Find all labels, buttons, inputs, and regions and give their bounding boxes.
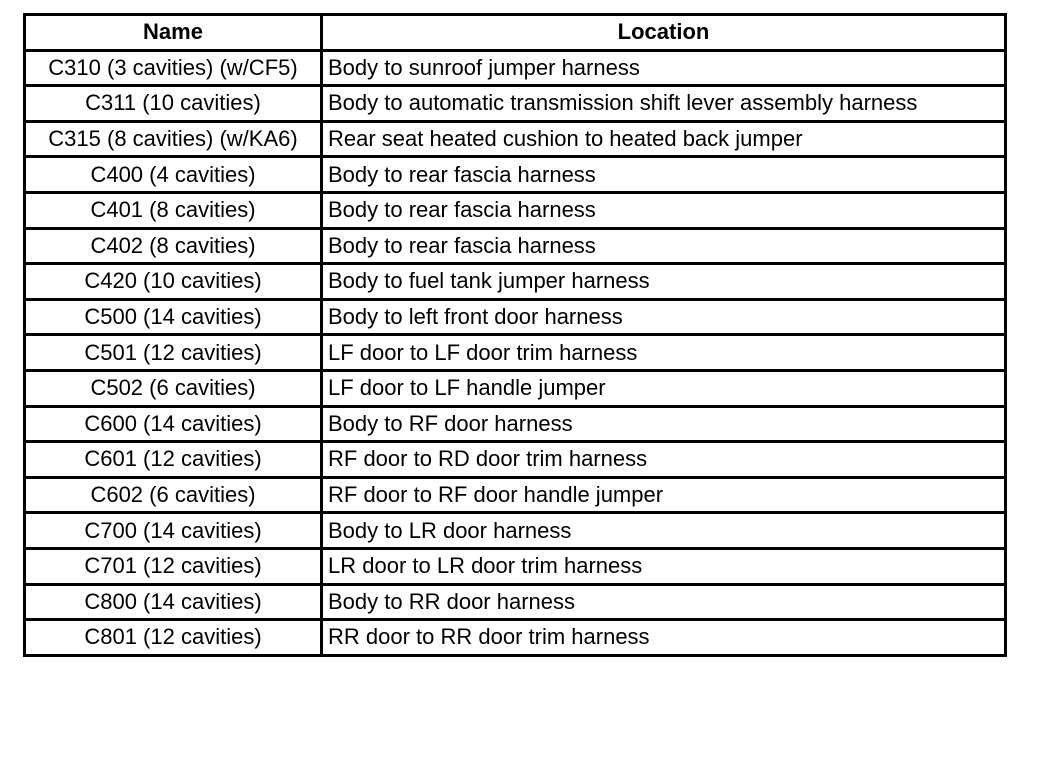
connector-name-cell: C601 (12 cavities) [25, 442, 322, 478]
table-row [25, 228, 1006, 264]
connector-name-cell: C311 (10 cavities) [25, 86, 322, 122]
table-row [25, 477, 1006, 513]
connector-name-cell: C401 (8 cavities) [25, 192, 322, 228]
table-body [25, 50, 1006, 655]
table-row [25, 157, 1006, 193]
table-row [25, 192, 1006, 228]
column-header-location: Location [322, 15, 1006, 51]
connector-name-cell: C500 (14 cavities) [25, 299, 322, 335]
connector-location-cell: Body to rear fascia harness [322, 228, 1006, 264]
table-row [25, 406, 1006, 442]
connector-name-cell: C502 (6 cavities) [25, 370, 322, 406]
column-header-name: Name [25, 15, 322, 51]
table-row [25, 442, 1006, 478]
connector-name-cell: C400 (4 cavities) [25, 157, 322, 193]
connector-name-cell: C801 (12 cavities) [25, 620, 322, 656]
connector-location-cell: Body to LR door harness [322, 513, 1006, 549]
table-row [25, 335, 1006, 371]
connector-name-cell: C800 (14 cavities) [25, 584, 322, 620]
connector-location-cell: Body to automatic transmission shift lever assembly harness [322, 86, 1006, 122]
connector-name-cell: C315 (8 cavities) (w/KA6) [25, 121, 322, 157]
connector-name-cell: C602 (6 cavities) [25, 477, 322, 513]
table-header-row [25, 15, 1006, 51]
table-row [25, 86, 1006, 122]
table-row [25, 50, 1006, 86]
table-row [25, 264, 1006, 300]
connector-location-cell: Body to fuel tank jumper harness [322, 264, 1006, 300]
connector-location-cell: Rear seat heated cushion to heated back jumper [322, 121, 1006, 157]
connector-location-table [23, 13, 1007, 657]
connector-name-cell: C701 (12 cavities) [25, 548, 322, 584]
connector-name-cell: C402 (8 cavities) [25, 228, 322, 264]
connector-table-container [23, 13, 1004, 657]
connector-location-cell: LR door to LR door trim harness [322, 548, 1006, 584]
connector-location-cell: LF door to LF door trim harness [322, 335, 1006, 371]
connector-location-cell: Body to RR door harness [322, 584, 1006, 620]
table-row [25, 513, 1006, 549]
connector-location-cell: Body to left front door harness [322, 299, 1006, 335]
connector-location-cell: LF door to LF handle jumper [322, 370, 1006, 406]
table-row [25, 584, 1006, 620]
connector-name-cell: C420 (10 cavities) [25, 264, 322, 300]
connector-location-cell: RF door to RD door trim harness [322, 442, 1006, 478]
connector-location-cell: RF door to RF door handle jumper [322, 477, 1006, 513]
table-row [25, 299, 1006, 335]
connector-name-cell: C600 (14 cavities) [25, 406, 322, 442]
table-row [25, 548, 1006, 584]
connector-location-cell: Body to rear fascia harness [322, 192, 1006, 228]
table-row [25, 620, 1006, 656]
connector-location-cell: Body to sunroof jumper harness [322, 50, 1006, 86]
connector-name-cell: C501 (12 cavities) [25, 335, 322, 371]
table-row [25, 121, 1006, 157]
connector-name-cell: C310 (3 cavities) (w/CF5) [25, 50, 322, 86]
table-row [25, 370, 1006, 406]
connector-location-cell: Body to rear fascia harness [322, 157, 1006, 193]
connector-location-cell: Body to RF door harness [322, 406, 1006, 442]
connector-location-cell: RR door to RR door trim harness [322, 620, 1006, 656]
connector-name-cell: C700 (14 cavities) [25, 513, 322, 549]
